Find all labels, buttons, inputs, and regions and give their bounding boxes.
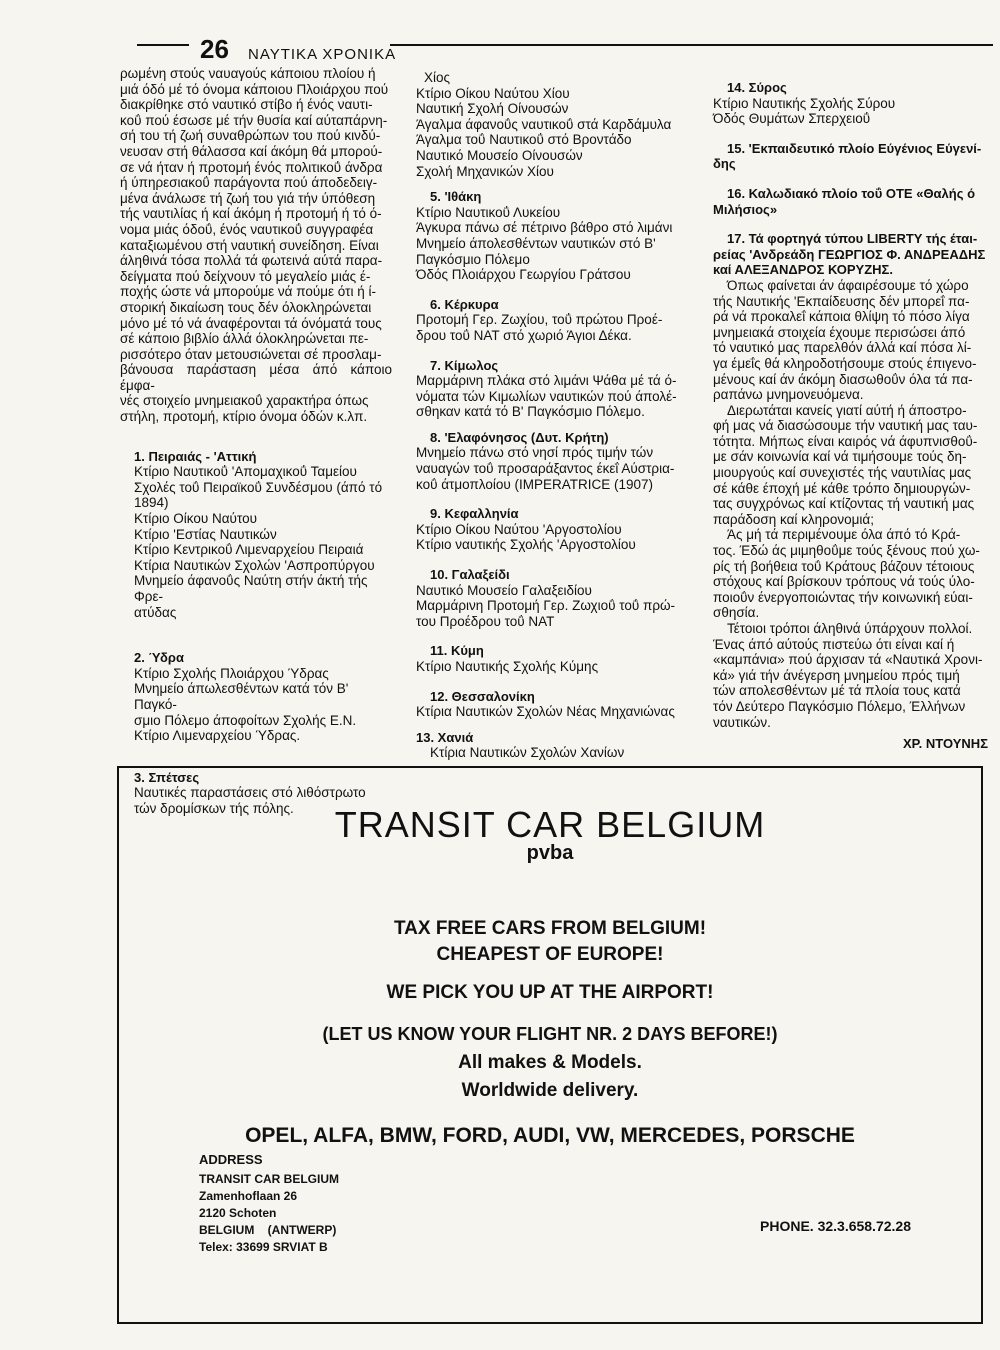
list-item: κοΰ άτμοπλοίου (IMPERATRICE (1907) xyxy=(416,476,653,492)
title-line: καί ΑΛΕΞΑΝΔΡΟΣ ΚΟΡΥΖΗΣ. xyxy=(713,262,893,278)
text-line: τόν Δεύτερο Παγκόσμιο Πόλεμο, Έλλήνων xyxy=(713,698,966,714)
section-16-title xyxy=(713,186,988,217)
section-1-list xyxy=(120,464,392,620)
list-item: Μνημείο άφανοΰς Ναύτη στήν άκτή τής Φρε- xyxy=(134,573,368,604)
address-line: Telex: 33699 SRVIAT B xyxy=(199,1240,328,1254)
advertisement-box xyxy=(117,766,983,1324)
section-13-list xyxy=(416,745,706,761)
ad-headline-5: All makes & Models. xyxy=(458,1052,642,1073)
list-item: Κτίριο Κεντρικοΰ Λιμεναρχείου Πειραιά xyxy=(134,542,364,558)
text-line: μένα άνάλωσε τή ζωή του γιά τήν ύπόθεση xyxy=(120,190,376,206)
list-item: Κτίρια Ναυτικών Σχολών Νέας Μηχανιώνας xyxy=(416,704,675,720)
text-line: ρά νά προκαλεΐ κάποια θλίψη τό πόσο λίγα xyxy=(713,309,970,325)
text-line: παράδοση καί κληρονομιά; xyxy=(713,511,874,527)
column-3 xyxy=(713,80,988,730)
text-line: στήλη, προτομή, κτίριο όνομα όδών κ.λπ. xyxy=(120,409,368,425)
text-line: μένους καί άν άκόμη διασωθοΰν όλα τά πα- xyxy=(713,371,973,387)
text-line: Διερωτάται κανείς γιατί αύτή ή άποστρο- xyxy=(727,402,967,418)
text-line: τής ναυτιλίας ή καί άκόμη ή προτομή ή τό ό- xyxy=(120,206,382,222)
list-item: του Προέδρου τοΰ ΝΑΤ xyxy=(416,613,555,629)
section-7-list xyxy=(416,373,706,420)
ad-headline-3: WE PICK YOU UP AT THE AIRPORT! xyxy=(386,982,714,1003)
ad-car-brands: OPEL, ALFA, BMW, FORD, AUDI, VW, MERCEDES, PORSCHE xyxy=(245,1124,855,1147)
section-1-title: 1. Πειραιάς - 'Αττική xyxy=(134,448,257,464)
text-line: ναυτικών. xyxy=(713,714,771,730)
list-item: Παγκόσμιο Πόλεμο xyxy=(416,251,530,267)
column-2 xyxy=(416,70,706,761)
text-line: ποχής ώστε νά μπορούμε νά πούμε ότι ή ί- xyxy=(120,284,376,300)
text-line: ή ύπηρεσιακοΰ παράγοντα πού άποδεδειγ- xyxy=(120,175,378,191)
list-item: Όδός Θυμάτων Σπερχειοΰ xyxy=(713,111,871,127)
section-4-list xyxy=(416,70,706,179)
list-item: Όδός Πλοιάρχου Γεωργίου Γράτσου xyxy=(416,267,631,283)
list-item: Άγαλμα άφανοΰς ναυτικοΰ στά Καρδάμυλα xyxy=(416,116,672,132)
list-item: Άγαλμα τοΰ Ναυτικοΰ στό Βροντάδο xyxy=(416,132,632,148)
column-1 xyxy=(120,66,392,817)
title-line: Μιλήσιος» xyxy=(713,201,778,217)
section-5-title: 5. 'Ιθάκη xyxy=(430,189,482,205)
list-item: Μνημείο πάνω στό νησί πρός τιμήν τών xyxy=(416,445,654,461)
list-item: Σχολές τοΰ Πειραϊκοΰ Συνδέσμου (άπό τό xyxy=(134,479,383,495)
section-7-title: 7. Κίμωλος xyxy=(430,357,499,373)
page-number: 26 xyxy=(200,34,229,64)
list-item: νόματα τών Κιμωλίων ναυτικών πού άπολέ- xyxy=(416,388,677,404)
list-item: ατύδας xyxy=(134,604,177,620)
title-line: 17. Τά φορτηγά τύπου LIBERTY τής έται- xyxy=(727,231,978,247)
text-line: ρισσότερο όταν μετουσιώνεται σέ προσλαμ- xyxy=(120,346,382,362)
ad-headline-1: TAX FREE CARS FROM BELGIUM! xyxy=(393,918,707,939)
list-item: Κτίριο Οίκου Ναύτου xyxy=(134,511,257,527)
text-line: βάνουσα παράσταση μέσα άπό κάποιο έμφα- xyxy=(120,362,392,393)
list-item: 1894) xyxy=(134,495,169,511)
text-line: στορική δικαίωση τους δέν όλοκληρώνεται xyxy=(120,299,372,315)
header-rule-right xyxy=(390,44,993,46)
text-line: μόνο μέ τό νά άναφέρονται τά όνόματά τους xyxy=(120,315,382,331)
text-line: Όπως φαίνεται άν άφαιρέσουμε τό χώρο xyxy=(727,277,969,293)
list-item: Κτίριο Ναυτικής Σχολής Κύμης xyxy=(416,659,599,674)
list-item: Μνημείο άπωλεσθέντων κατά τόν Β' Παγκό- xyxy=(134,681,349,712)
running-title: ΝΑΥΤΙΚΑ ΧΡΟΝΙΚΑ xyxy=(248,46,397,63)
text-line: ποιοΰν ένεργοποιώντας τήν κοινωνική εύαι- xyxy=(713,589,973,605)
text-line: ραπάνω μνημονευόμενα. xyxy=(713,387,864,403)
text-line: σε νά ήταν ή προτομή ένός πολιτικοΰ άνδρα xyxy=(120,159,383,175)
text-line: ρωμένη στούς ναυαγούς κάποιου πλοίου ή xyxy=(120,66,376,81)
list-item: Σχολή Μηχανικών Χίου xyxy=(416,163,554,179)
list-item: Κτίριο Ναυτικοΰ Λυκείου xyxy=(416,204,561,220)
text-line: Τέτοιοι τρόποι άληθινά ύπάρχουν πολλοί. xyxy=(727,621,973,636)
ad-headline-6: Worldwide delivery. xyxy=(461,1080,639,1101)
text-line: μιά όδό μέ τό όνομα κάποιου Πλοιάρχου πού xyxy=(120,81,389,97)
closing-paragraph xyxy=(713,278,988,730)
text-line: τής Ναυτικής 'Εκπαίδευσης δέν μπορεΐ πα- xyxy=(713,293,970,309)
list-item: τών δρομίσκων τής πόλης. xyxy=(134,800,294,816)
list-item: Κτίριο Σχολής Πλοιάρχου Ύδρας xyxy=(134,665,329,681)
section-6-title: 6. Κέρκυρα xyxy=(430,296,499,312)
address-line: 2120 Schoten xyxy=(199,1206,277,1220)
text-line: γα έμεΐς θά κληροδοτήσουμε στούς έπιγενο- xyxy=(713,355,977,371)
text-line: διακρίθηκε στό ναυτικό στίβο ή ένός ναυτι- xyxy=(120,97,373,113)
header-rule-left xyxy=(137,44,189,46)
section-15-title xyxy=(713,141,988,172)
section-3-title: 3. Σπέτσες xyxy=(134,769,200,785)
list-item: σθηκαν κατά τό Β' Παγκόσμιο Πόλεμο. xyxy=(416,404,645,420)
section-10-title: 10. Γαλαξείδι xyxy=(430,567,510,583)
text-line: νές στοιχείο μνημειακοΰ χαρακτήρα όπως xyxy=(120,393,369,409)
text-line: Άς μή τά περιμένουμε όλα άπό τό Κρά- xyxy=(727,527,961,543)
ad-phone: PHONE. 32.3.658.72.28 xyxy=(760,1218,911,1234)
list-item: Μαρμάρινη πλάκα στό λιμάνι Ψάθα μέ τά ό- xyxy=(416,373,677,389)
text-line: Ένας άπό αύτούς πιστεύω ότι είναι καί ή xyxy=(713,636,955,652)
list-item: Ναυτικές παραστάσεις στό λιθόστρωτο xyxy=(134,785,366,801)
section-12-title: 12. Θεσσαλονίκη xyxy=(430,688,535,704)
section-2-list xyxy=(120,666,392,744)
text-line: σέ κάποιο βιβλίο άλλά όλοκληρώνεται πε- xyxy=(120,331,369,347)
text-line: «καμπάνια» πού άρχισαν τά «Ναυτικά Χρονι- xyxy=(713,652,983,668)
ad-address-block xyxy=(199,1171,339,1256)
text-line: με σάν κοινωνία καί νά τιμήσουμε τούς δη- xyxy=(713,449,967,465)
author-signature: ΧΡ. ΝΤΟΥΝΗΣ xyxy=(903,736,988,751)
address-line: Zamenhoflaan 26 xyxy=(199,1189,298,1203)
list-item: Κτίρια Ναυτικών Σχολών Χανίων xyxy=(430,745,625,761)
section-11-title: 11. Κύμη xyxy=(430,643,484,659)
section-14-title: 14. Σύρος xyxy=(727,80,787,95)
section-10-list xyxy=(416,583,706,630)
section-17-title xyxy=(713,231,988,278)
title-line: 16. Καλωδιακό πλοίο τοΰ ΟΤΕ «Θαλής ό xyxy=(727,185,976,201)
address-line: BELGIUM (ANTWERP) xyxy=(199,1223,337,1237)
text-line: κοΰ πού έσωσε μέ τήν θυσία καί αύταπάρνη- xyxy=(120,112,388,128)
section-2-title: 2. Ύδρα xyxy=(134,650,184,666)
text-line: τότητα. Μήπως είναι καιρός νά άφυπνισθοΰ- xyxy=(713,433,978,449)
list-item: δρου τοΰ ΝΑΤ στό χωριό Άγιοι Δέκα. xyxy=(416,327,632,343)
list-item: Κτίριο Οίκου Ναύτου 'Αργοστολίου xyxy=(416,521,622,537)
list-item: Κτίριο 'Εστίας Ναυτικών xyxy=(134,526,277,542)
list-item: Ναυτικό Μουσείο Γαλαξειδίου xyxy=(416,582,592,598)
title-line: ρείας 'Ανδρεάδη ΓΕΩΡΓΙΟΣ Φ. ΑΝΔΡΕΑΔΗΣ xyxy=(713,246,986,262)
ad-address-label: ADDRESS xyxy=(199,1152,263,1167)
text-line: μνημειακά στοιχεία έχουμε περισώσει άπό xyxy=(713,324,966,340)
list-item: σμιο Πόλεμο άποφοίτων Σχολής Ε.Ν. xyxy=(134,712,357,728)
section-13-title: 13. Χανιά xyxy=(416,729,474,745)
text-line: καταξιωμένου στή ναυτική συνείδηση. Είναι xyxy=(120,237,379,253)
text-line: σέ κάθε έποχή μέ κάθε τρόπο δημιουργών- xyxy=(713,480,971,496)
text-line: δείγματα πού δείχνουν τό μεγαλείο μιάς έ- xyxy=(120,268,371,284)
section-12-list xyxy=(416,704,706,720)
list-item: Προτομή Γερ. Ζωχίου, τοΰ πρώτου Προέ- xyxy=(416,312,663,328)
section-14-list xyxy=(713,96,988,127)
text-line: μιουργούς καί συνεχιστές τής ναυτιλίας μας xyxy=(713,465,972,481)
text-line: άληθινά τόσα πολλά τά φωτεινά αύτά παρα- xyxy=(120,253,383,269)
list-item: Ναυτική Σχολή Οίνουσών xyxy=(416,101,569,117)
text-line: κά» γιά τήν άνέγερση μνημείου πρός τιμή xyxy=(713,667,960,683)
section-9-list xyxy=(416,522,706,553)
section-11-list xyxy=(416,659,706,675)
section-6-list xyxy=(416,312,706,343)
text-line: στόχους καί βρίσκουν τρόπους νά τούς ύλο- xyxy=(713,574,975,590)
text-line: σθησία. xyxy=(713,605,760,621)
text-line: νομα μιάς όδοΰ, ένός ναυτικοΰ συγγραφέα xyxy=(120,221,374,237)
list-item: Κτίριο ναυτικής Σχολής 'Αργοστολίου xyxy=(416,537,636,553)
text-line: τό ναυτικό μας παρελθόν άλλά καί πόσα λί- xyxy=(713,340,972,356)
list-item: Άγκυρα πάνω σέ πέτρινο βάθρο στό λιμάνι xyxy=(416,220,673,236)
ad-brand-name: TRANSIT CAR BELGIUM xyxy=(334,804,766,845)
section-9-title: 9. Κεφαλληνία xyxy=(430,506,519,522)
list-item: Κτίριο Ναυτικοΰ 'Απομαχικοΰ Ταμείου xyxy=(134,464,357,480)
title-line: 15. 'Εκπαιδευτικό πλοίο Εύγένιος Εύγενί- xyxy=(727,140,982,156)
text-line: τών απολεσθέντων μέ τά πλοία τους κατά xyxy=(713,683,961,699)
list-item: Κτίριο Λιμεναρχείου Ύδρας. xyxy=(134,728,301,744)
ad-pvba: pvba xyxy=(526,842,574,864)
section-8-list xyxy=(416,445,706,492)
list-item: Ναυτικό Μουσείο Οίνουσών xyxy=(416,147,583,163)
list-item: ναυαγών τοΰ προσαράξαντος έκεΐ Αύστρια- xyxy=(416,461,675,477)
list-item: Κτίρια Ναυτικών Σχολών 'Ασπροπύργου xyxy=(134,557,375,573)
list-item: Χίος xyxy=(424,70,451,85)
intro-paragraph xyxy=(120,66,392,425)
list-item: Κτίριο Ναυτικής Σχολής Σύρου xyxy=(713,95,896,111)
list-item: Μνημείο άπολεσθέντων ναυτικών στό Β' xyxy=(416,235,656,251)
title-line: δης xyxy=(713,156,736,172)
address-line: TRANSIT CAR BELGIUM xyxy=(199,1172,339,1186)
text-line: φή μας νά διασώσουμε τήν ναυτική μας ταυ- xyxy=(713,418,978,434)
text-line: τος. Έδώ άς μιμηθοΰμε τούς ξένους πού χω- xyxy=(713,543,980,559)
section-5-list xyxy=(416,205,706,283)
text-line: σή του τή ζωή συναθρώπων του πού κινδύ- xyxy=(120,128,381,144)
text-line: νευσαν στή θάλασσα καί άκόμη θά μπορού- xyxy=(120,143,383,159)
ad-headline-4: (LET US KNOW YOUR FLIGHT NR. 2 DAYS BEFORE!) xyxy=(322,1024,778,1044)
text-line: τας συγχρόνως καί κτίζοντας τή ναυτική μας xyxy=(713,496,975,512)
list-item: Μαρμάρινη Προτομή Γερ. Ζωχιοΰ τοΰ πρώ- xyxy=(416,598,676,614)
list-item: Κτίριο Οίκου Ναύτου Χίου xyxy=(416,85,570,101)
text-line: ρίς τή βοήθεια τοΰ Κράτους βάζουν τέτοιους xyxy=(713,558,975,574)
section-8-title: 8. 'Ελαφόνησος (Δυτ. Κρήτη) xyxy=(430,429,609,445)
ad-headline-2: CHEAPEST OF EUROPE! xyxy=(436,944,664,965)
